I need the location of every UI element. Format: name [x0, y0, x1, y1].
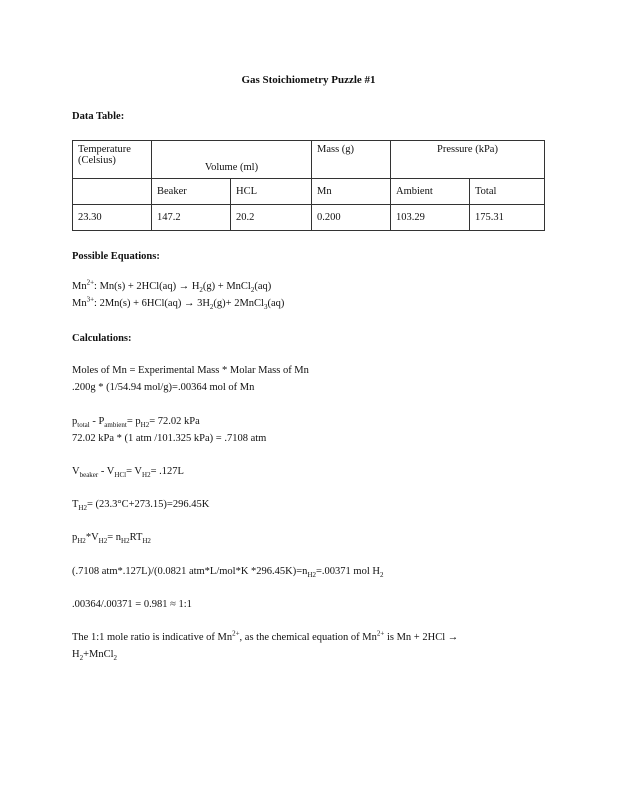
data-table-heading: Data Table:	[72, 111, 125, 122]
conclusion-line-2: $H_2+MnCl_2$	[72, 649, 118, 663]
page-title: Gas Stoichiometry Puzzle #1	[241, 74, 376, 86]
subheader-mn: Mn	[312, 179, 391, 205]
calc-pressure-atm: 72.02 kPa * (1 atm /101.325 kPa) = .7108 atm	[72, 433, 267, 444]
calc-mole-ratio: .00364/.00371 = 0.981 ≈ 1:1	[72, 599, 192, 610]
subheader-empty	[73, 179, 152, 205]
cell-total: 175.31	[470, 205, 545, 231]
equation-mn2: $Mn^{2+}$: $Mn(s) + 2HCl(aq) \to H_2(g)$ + MnCl$_2$(aq)	[72, 278, 272, 295]
calc-temperature: $T_{H2}= (23.3^\circ C+273.15)=296.45K$	[72, 499, 210, 513]
subheader-hcl: HCL	[231, 179, 312, 205]
calc-moles-h2: (.7108 atm*.127L)/(0.0821 atm*L/mol*K $*296.45K)=n_{H2}=.00371$ mol $H_2$	[72, 566, 384, 580]
cell-beaker: 147.2	[152, 205, 231, 231]
conclusion-line-1: The 1:1 mole ratio is indicative of $Mn^{2+}$, as the chemical equation of $Mn^{2+}$ is Mn + 2HCl →	[72, 629, 459, 643]
equation-mn3: $Mn^{3+}$: $2Mn(s) + 6HCl(aq) \to 3H_2(g)+$ 2MnCl$_3$(aq)	[72, 295, 285, 312]
subheader-ambient: Ambient	[391, 179, 470, 205]
subheader-beaker: Beaker	[152, 179, 231, 205]
table-row	[73, 205, 545, 231]
cell-ambient: 103.29	[391, 205, 470, 231]
cell-mn: 0.200	[312, 205, 391, 231]
header-pressure: Pressure (kPa)	[391, 141, 545, 179]
header-mass: Mass (g)	[312, 141, 391, 179]
subheader-total: Total	[470, 179, 545, 205]
header-volume: Volume (ml)	[152, 141, 312, 179]
calculations-heading: Calculations:	[72, 333, 132, 344]
table-header-row	[73, 141, 545, 179]
header-temperature: Temperature (Celsius)	[73, 141, 152, 179]
calc-pressure-diff: $p_{total} - P_{ambient}= p_{H2}= 72.02$ kPa	[72, 416, 200, 430]
calc-moles-value: .200g * (1/54.94 mol/g)=.00364 mol of Mn	[72, 382, 255, 393]
cell-temperature: 23.30	[73, 205, 152, 231]
cell-hcl: 20.2	[231, 205, 312, 231]
table-subheader-row	[73, 179, 545, 205]
calc-volume: $V_{beaker} - V_{HCl}= V_{H2}= .127L$	[72, 466, 184, 480]
data-table	[72, 140, 545, 231]
calc-ideal-gas: $p_{H2}*V_{H2}= n_{H2}RT_{H2}$	[72, 532, 151, 546]
calc-moles-formula: Moles of Mn = Experimental Mass * Molar Mass of Mn	[72, 365, 309, 376]
equations-heading: Possible Equations:	[72, 251, 160, 262]
